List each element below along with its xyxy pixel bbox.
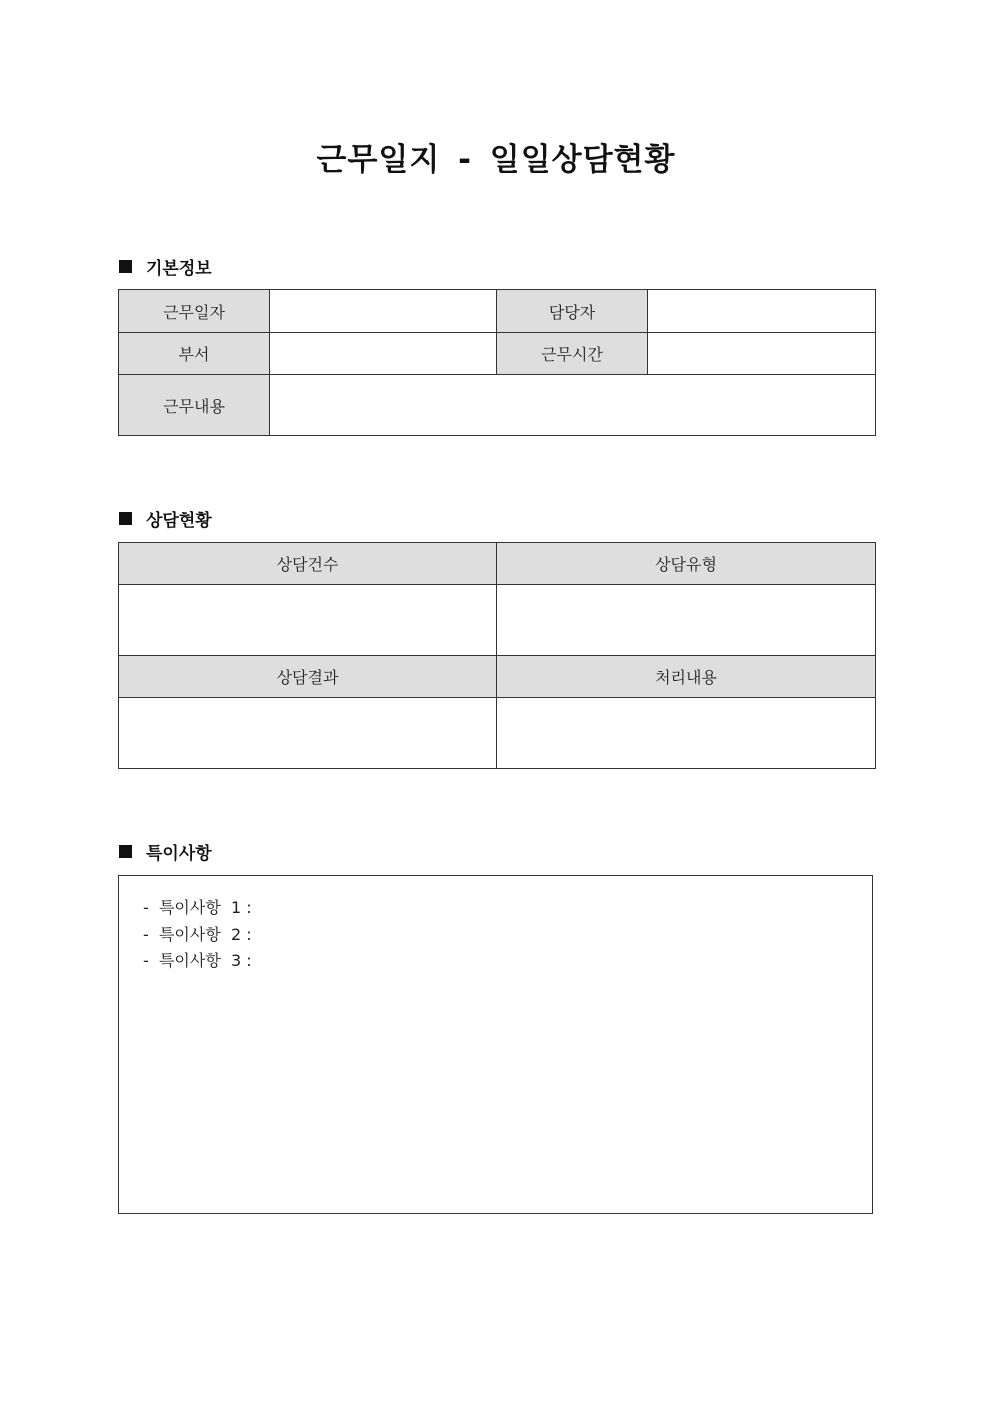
handling-content-field[interactable] [497,698,876,769]
square-bullet-icon [119,260,132,273]
basic-info-table [118,289,876,436]
section-heading-consultation [119,506,212,531]
table-row [119,585,876,656]
work-hours-field[interactable] [648,333,876,375]
section-heading-notes [119,839,212,864]
department-field[interactable] [270,333,497,375]
note-line-2: - 특이사항 2 : [143,924,252,944]
consultation-type-label: 상담유형 [497,543,876,585]
consultation-table [118,542,876,769]
section-heading-basic-info [119,254,212,279]
note-line-1: - 특이사항 1 : [143,898,252,917]
table-row [119,375,876,436]
square-bullet-icon [119,512,132,525]
work-date-label: 근무일자 [119,290,270,333]
department-label: 부서 [119,333,270,375]
table-row [119,290,876,333]
note-line-3: - 특이사항 3 : [143,951,252,970]
section-title: 상담현황 [146,511,212,531]
manager-label: 담당자 [497,290,648,333]
table-row [119,333,876,375]
consultation-type-field[interactable] [497,585,876,656]
notes-box[interactable] [118,875,873,1214]
consultation-count-label: 상담건수 [119,543,497,585]
handling-content-label: 처리내용 [497,656,876,698]
consultation-count-field[interactable] [119,585,497,656]
table-row [119,656,876,698]
section-title: 기본정보 [146,259,212,279]
work-content-label: 근무내용 [119,375,270,436]
work-date-field[interactable] [270,290,497,333]
work-hours-label: 근무시간 [497,333,648,375]
consultation-result-label: 상담결과 [119,656,497,698]
work-content-field[interactable] [270,375,876,436]
table-row [119,543,876,585]
manager-field[interactable] [648,290,876,333]
page-title: 근무일지 - 일일상담현황 [316,142,676,178]
section-title: 특이사항 [146,844,212,864]
consultation-result-field[interactable] [119,698,497,769]
table-row [119,698,876,769]
square-bullet-icon [119,845,132,858]
